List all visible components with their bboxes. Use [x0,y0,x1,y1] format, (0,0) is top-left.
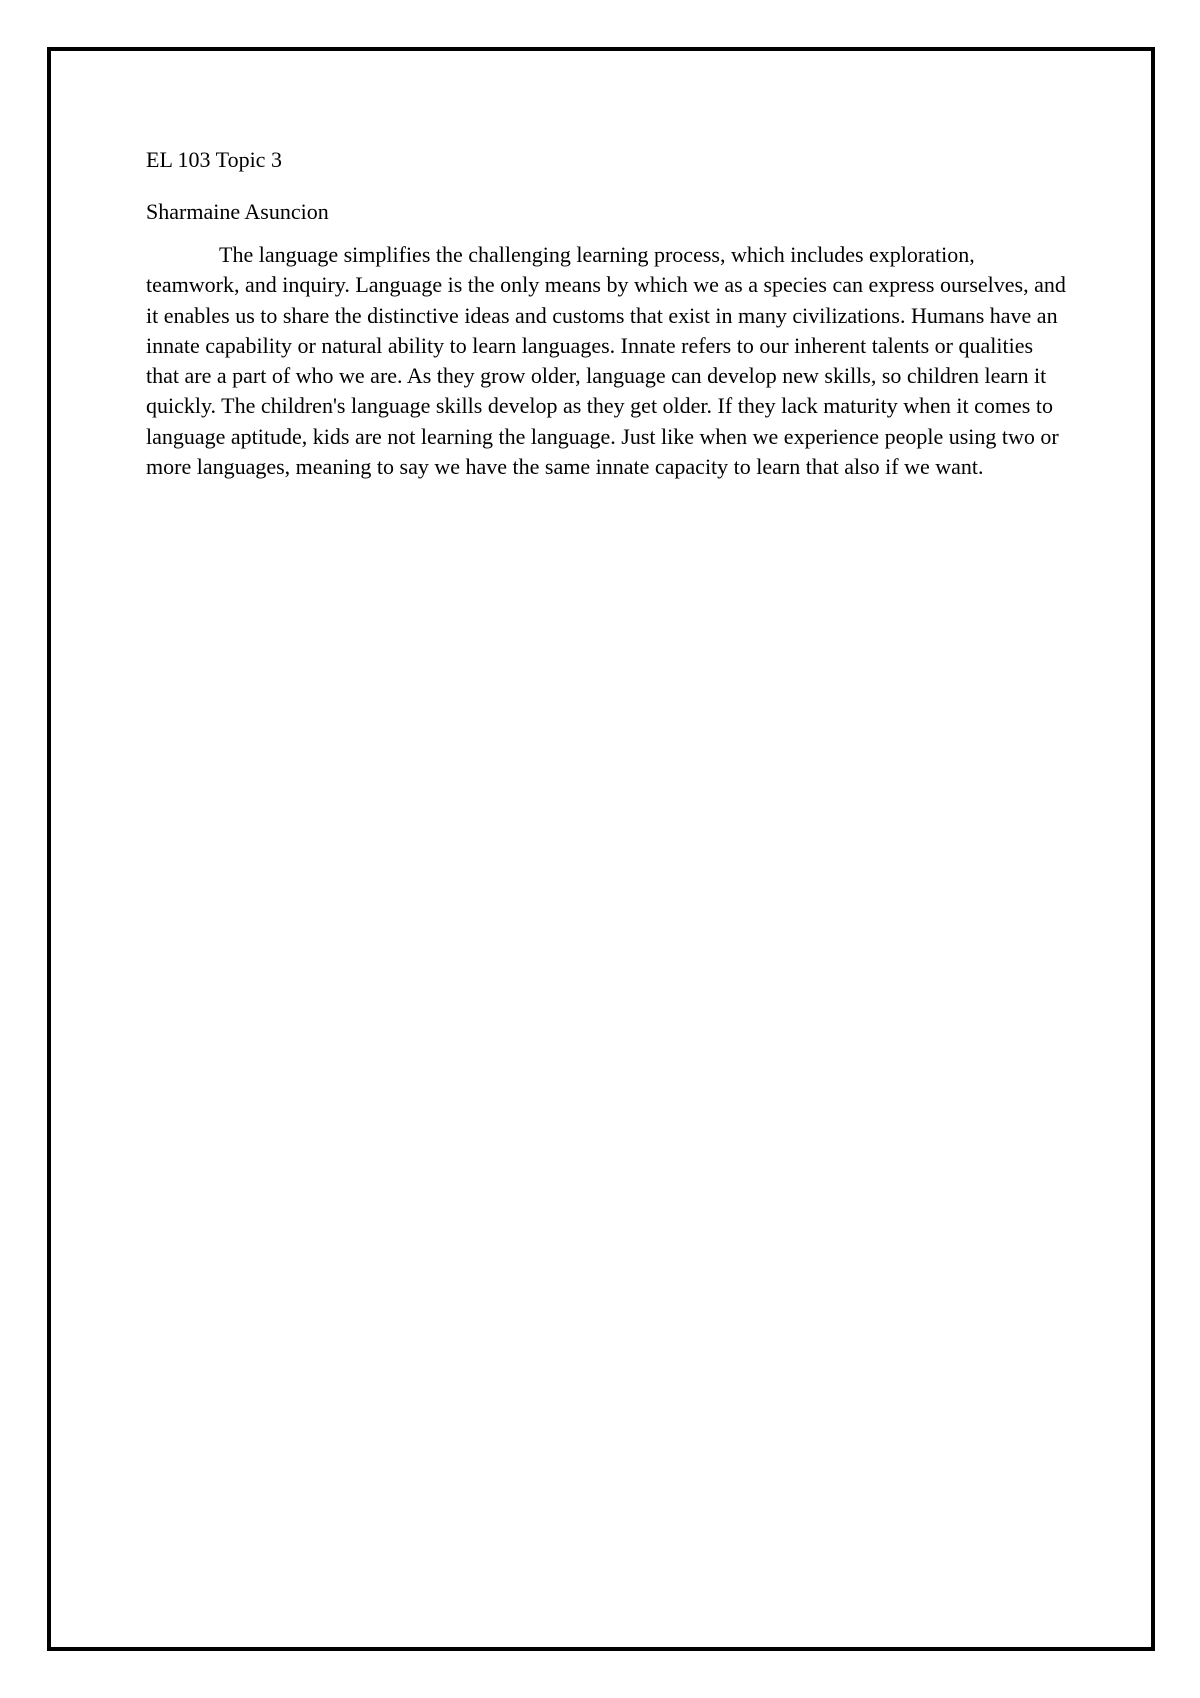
author-name: Sharmaine Asuncion [146,199,329,224]
essay-paragraph: The language simplifies the challenging learning process, which includes exploration, teamwork, and inquiry. Language is the only means by which we as a species can express ourselves, and it enables us to share the distinctive ideas and customs that exist in many civilizations. Humans have an innate capability or natural ability to learn languages. Innate refers to our inherent talents or qualities that are a part of who we are. As they grow older, language can develop new skills, so children learn it quickly. The children's language skills develop as they get older. If they lack maturity when it comes to language aptitude, kids are not learning the language. Just like when we experience people using two or more languages, meaning to say we have the same innate capacity to learn that also if we want. [146,242,1066,480]
course-title: EL 103 Topic 3 [146,147,282,172]
document-body [146,144,1066,482]
